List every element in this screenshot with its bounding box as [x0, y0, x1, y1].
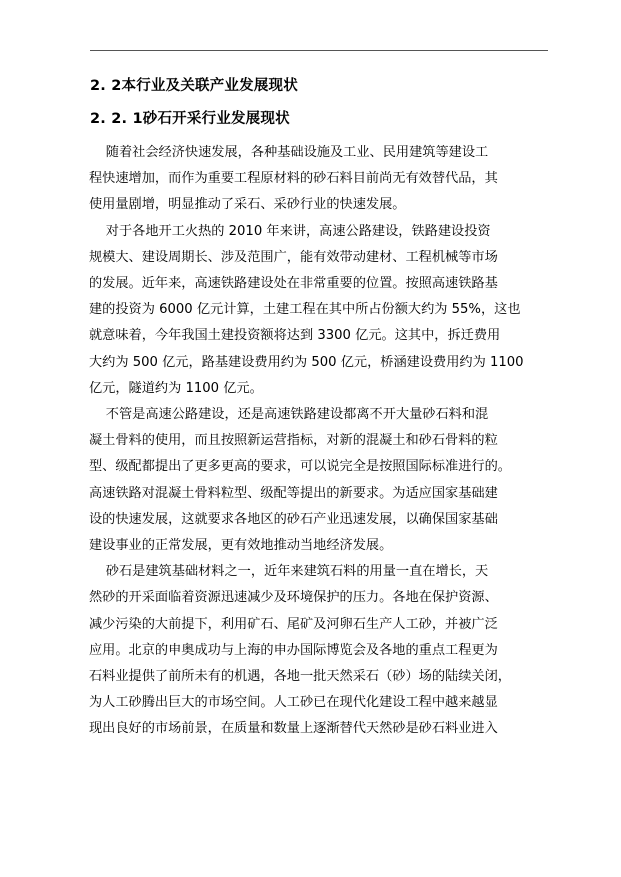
- text-line: 为人工砂腾出巨大的市场空间。人工砂已在现代化建设工程中越来越显: [89, 695, 498, 711]
- text-line: 砂石是建筑基础材料之一，近年来建筑石料的用量一直在增长，天: [89, 564, 489, 580]
- section-heading: 2. 2本行业及关联产业发展现状: [90, 78, 298, 94]
- text-line: 规模大、建设周期长、涉及范围广，能有效带动建材、工程机械等市场: [89, 249, 498, 265]
- text-line: 石料业提供了前所未有的机遇，各地一批天然采石（砂）场的陆续关闭，: [89, 669, 511, 685]
- header-rule: [90, 50, 548, 51]
- text-line: 高速铁路对混凝土骨料粒型、级配等提出的新要求。为适应国家基础建: [89, 485, 498, 501]
- text-line: 大约为 500 亿元，路基建设费用约为 500 亿元，桥涵建设费用约为 1100: [89, 354, 524, 370]
- text-line: 亿元，隧道约为 1100 亿元。: [89, 380, 263, 396]
- text-line: 程快速增加，而作为重要工程原材料的砂石料目前尚无有效替代品，其: [89, 171, 498, 187]
- text-line: 不管是高速公路建设，还是高速铁路建设都离不开大量砂石料和混: [89, 407, 489, 423]
- text-line: 现出良好的市场前景，在质量和数量上逐渐替代天然砂是砂石料业进入: [89, 721, 498, 737]
- text-line: 对于各地开工火热的 2010 年来讲，高速公路建设，铁路建设投资: [89, 223, 491, 239]
- subsection-heading: 2. 2. 1砂石开采行业发展现状: [90, 111, 290, 127]
- text-line: 应用。北京的申奥成功与上海的申办国际博览会及各地的重点工程更为: [89, 642, 498, 658]
- text-line: 减少污染的大前提下，利用矿石、尾矿及河卵石生产人工砂，并被广泛: [89, 616, 498, 632]
- text-line: 设的快速发展，这就要求各地区的砂石产业迅速发展，以确保国家基础: [89, 511, 498, 527]
- text-line: 随着社会经济快速发展，各种基础设施及工业、民用建筑等建设工: [89, 145, 489, 160]
- body-text: [89, 140, 547, 743]
- text-line: 使用量剧增，明显推动了采石、采砂行业的快速发展。: [89, 197, 406, 213]
- text-line: 建设事业的正常发展，更有效地推动当地经济发展。: [89, 538, 393, 554]
- text-line: 就意味着，今年我国土建投资额将达到 3300 亿元。这其中，拆迁费用: [89, 328, 501, 344]
- text-line: 然砂的开采面临着资源迅速减少及环境保护的压力。各地在保护资源、: [89, 590, 498, 606]
- text-line: 建的投资为 6000 亿元计算，土建工程在其中所占份额大约为 55%，这也: [89, 302, 521, 318]
- text-line: 型、级配都提出了更多更高的要求，可以说完全是按照国际标准进行的。: [89, 459, 511, 475]
- text-line: 凝土骨料的使用，而且按照新运营指标，对新的混凝土和砂石骨料的粒: [89, 433, 498, 449]
- text-line: 的发展。近年来，高速铁路建设处在非常重要的位置。按照高速铁路基: [89, 276, 498, 292]
